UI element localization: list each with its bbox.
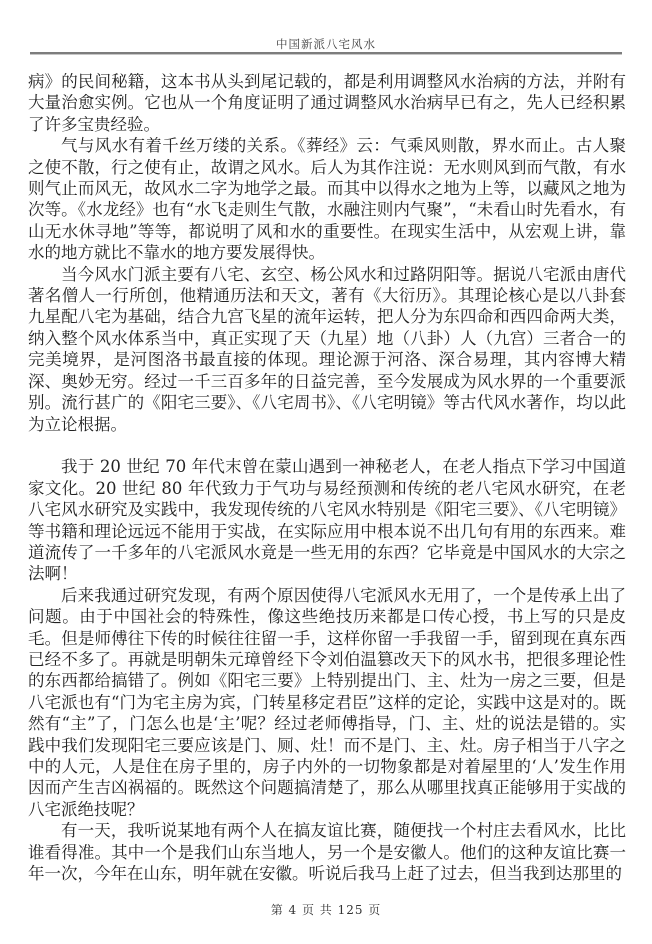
paragraph-3: 当今风水门派主要有八宅、玄空、杨公风水和过路阴阳等。据说八宅派由唐代著名僧人一行所创，他精通历法和天文，著有《大衍历》。其理论核心是以八卦套九星配八宅为基础，结合九宫飞星的流年运转，把人分为东四命和西四命两大类，纳入整个风水体系当中，真正实现了天（九星）地（八卦）人（九宫）三者合一的完美境界，是河图洛书最直接的体现。理论源于河洛、深合易理，其内容博大精深、奥妙无穷。经过一千三百多年的日益完善，至今发展成为风水界的一个重要派别。流行甚广的《阳宅三要》、《八宅周书》、《八宅明镜》等古代风水著作，均以此为立论根据。 [28, 264, 626, 434]
header-rule [30, 52, 622, 55]
paragraph-5: 后来我通过研究发现，有两个原因使得八宅派风水无用了，一个是传承上出了问题。由于中国社会的特殊性，像这些绝技历来都是口传心授，书上写的只是皮毛。但是师傅往下传的时候往往留一手，这样你留一手我留一手，留到现在真东西已经不多了。再就是明朝朱元璋曾经下令刘伯温篡改天下的风水书，把很多理论性的东西都给搞错了。例如《阳宅三要》上特别提出门、主、灶为一房之三要，但是八宅派也有“门为宅主房为宾，门转星移定君臣”这样的定论，实践中这是对的。既然有“主”了，门怎么也是‘主’呢？经过老师傅指导，门、主、灶的说法是错的。实践中我们发现阳宅三要应该是门、厕、灶！而不是门、主、灶。房子相当于八字之中的人元，人是住在房子里的，房子内外的一切物象都是对着屋里的‘人’发生作用因而产生吉凶祸福的。既然这个问题搞清楚了，那么从哪里找真正能够用于实战的八宅派绝技呢？ [28, 585, 626, 819]
running-head-title: 中国新派八宅风水 [276, 37, 376, 51]
page-body [28, 71, 626, 884]
paragraph-2: 气与风水有着千丝万缕的关系。《葬经》云：气乘风则散，界水而止。古人聚之使不散，行之使有止，故谓之风水。后人为其作注说：无水则风到而气散，有水则气止而风无，故风水二字为地学之最。而其中以得水之地为上等，以藏风之地为次等。《水龙经》也有“水飞走则生气散，水融注则内气聚”，“未看山时先看水，有山无水休寻地”等等，都说明了风和水的重要性。在现实生活中，从宏观上讲，靠水的地方就比不靠水的地方要发展得快。 [28, 136, 626, 263]
paragraph-4: 我于 20 世纪 70 年代末曾在蒙山遇到一神秘老人，在老人指点下学习中国道家文化。20 世纪 80 年代致力于气功与易经预测和传统的老八宅风水研究，在老八宅风水研究及实践中，我发现传统的八宅风水特别是《阳宅三要》、《八宅明镜》等书籍和理论远远不能用于实战，在实际应用中根本说不出几句有用的东西来。难道流传了一千多年的八宅派风水竟是一些无用的东西？它毕竟是中国风水的大宗之法啊！ [28, 457, 626, 584]
paragraph-1: 病》的民间秘籍，这本书从头到尾记载的，都是利用调整风水治病的方法，并附有大量治愈实例。它也从一个角度证明了通过调整风水治病早已有之，先人已经积累了许多宝贵经验。 [28, 72, 626, 134]
paragraph-6: 有一天，我听说某地有两个人在搞友谊比赛，随便找一个村庄去看风水，比比谁看得准。其中一个是我们山东当地人，另一个是安徽人。他们的这种友谊比赛一年一次，今年在山东，明年就在安徽。听说后我马上赶了过去，但当我到达那里的 [28, 821, 626, 884]
page-number: 第 4 页 共 125 页 [270, 903, 382, 917]
